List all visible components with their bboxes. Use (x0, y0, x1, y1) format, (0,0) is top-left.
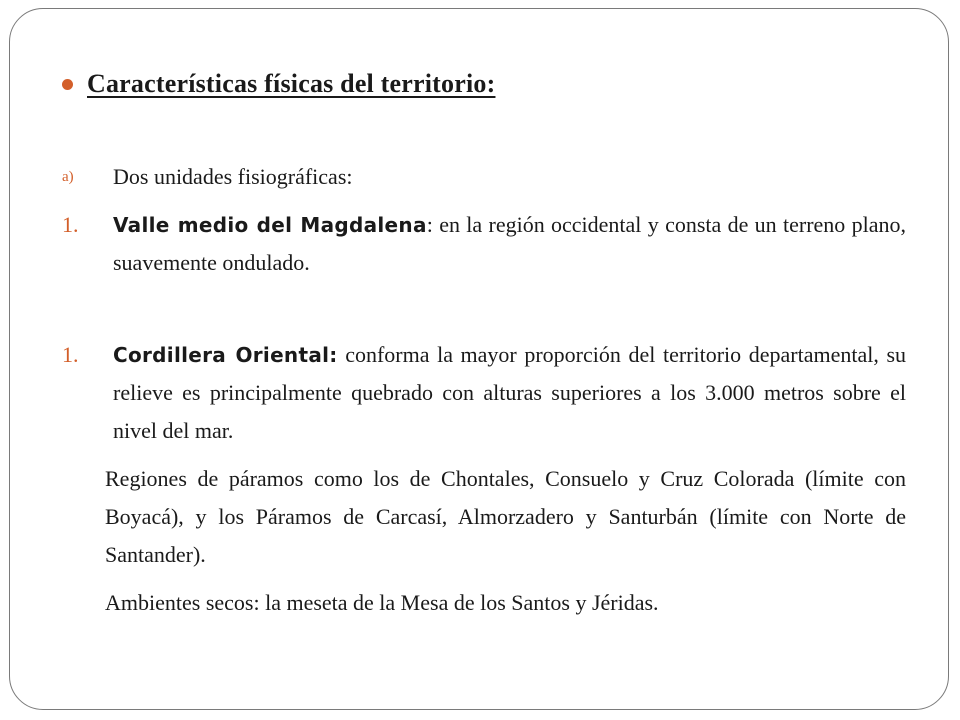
desc-cordillera: conforma la mayor proporción del territorio departamental, su relieve es principalmente quebrado con alturas superiores a los 3.000 metros sobre el nivel del mar. (113, 342, 907, 443)
list-marker-1: 1. (62, 212, 79, 237)
term-valle: Valle medio del Magdalena (113, 213, 427, 237)
bullet-icon (62, 79, 73, 90)
list-item-cordillera (113, 336, 906, 450)
intro-text: Dos unidades fisiográficas: (113, 164, 353, 189)
list-marker-a: a) (62, 169, 74, 185)
heading-row (62, 64, 495, 104)
list-marker-2: 1. (62, 342, 79, 367)
paramos-paragraph: Regiones de páramos como los de Chontales, Consuelo y Cruz Colorada (límite con Boyacá), y los Páramos de Carcasí, Almorzadero y Santurbán (límite con Norte de Santander). (105, 466, 906, 567)
list-item-valle (113, 206, 906, 282)
dry-areas-paragraph: Ambientes secos: la meseta de la Mesa de los Santos y Jéridas. (105, 590, 659, 615)
desc-valle: : en la región occidental y consta de un terreno plano, suavemente ondulado. (113, 212, 907, 275)
slide-heading: Características físicas del territorio: (87, 69, 496, 98)
term-cordillera: Cordillera Oriental: (113, 343, 338, 367)
